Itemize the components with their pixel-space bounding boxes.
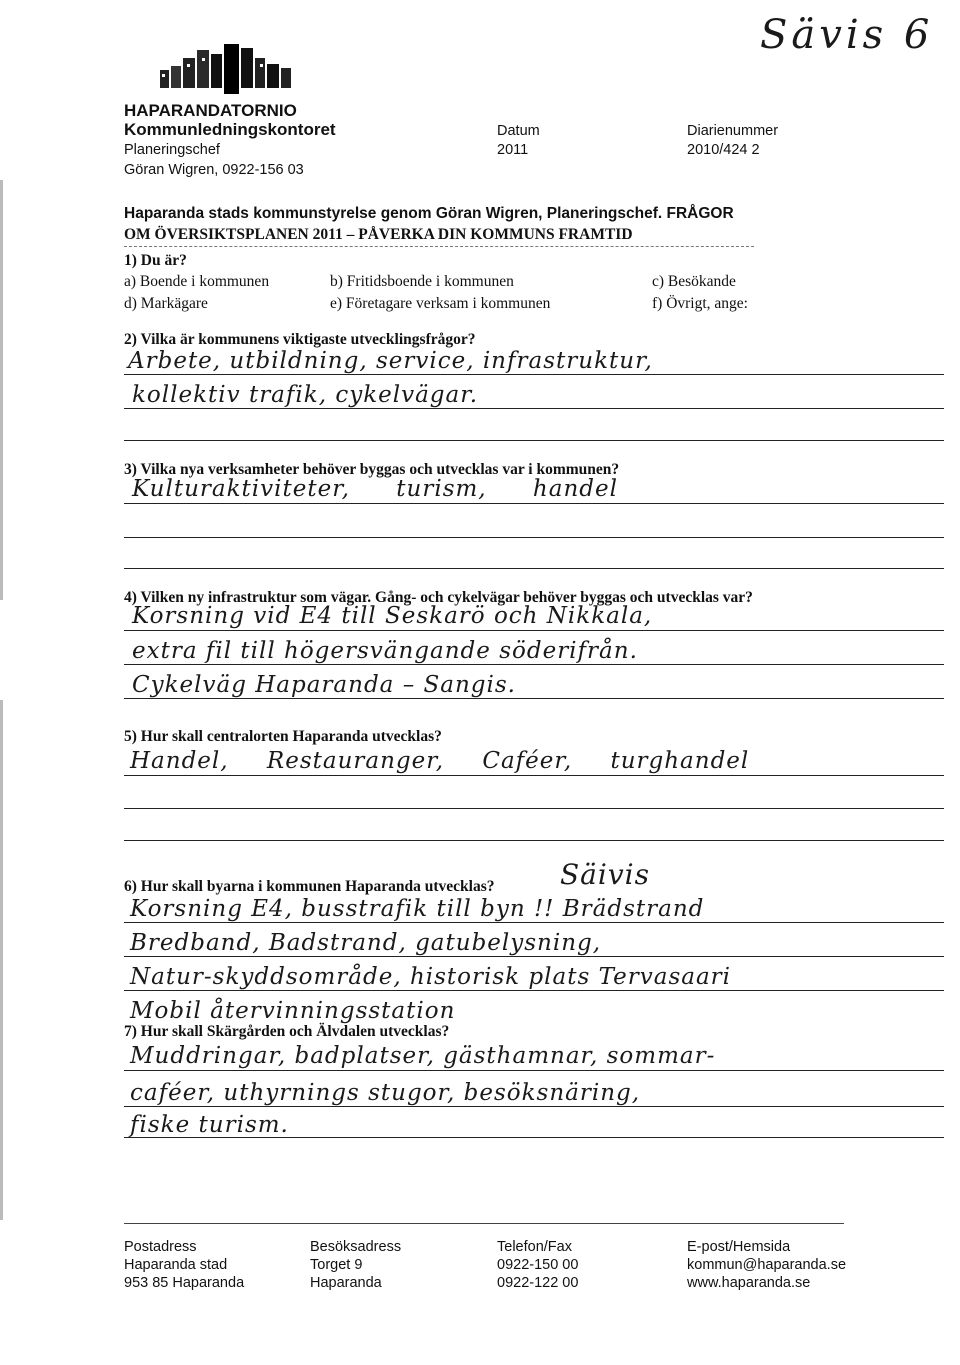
question-3: 3) Vilka nya verksamheter behöver byggas och utvecklas var i kommunen? [124, 461, 620, 478]
answer-4-line-1: Korsning vid E4 till Seskarö och Nikkala, [132, 603, 653, 629]
footer-fax-number: 0922-122 00 [497, 1275, 579, 1291]
answer-6-village-note: Säivis [560, 858, 650, 891]
sender-role: Planeringschef [124, 142, 220, 158]
answer-line [124, 1137, 944, 1138]
answer-2-line-1: Arbete, utbildning, service, infrastruktur, [128, 348, 653, 374]
answer-line [124, 840, 944, 841]
option-c: c) Besökande [652, 273, 736, 290]
corner-handwritten-note: Sävis 6 [760, 12, 934, 58]
scan-edge [0, 700, 3, 1220]
question-7: 7) Hur skall Skärgården och Älvdalen utvecklas? [124, 1023, 450, 1040]
footer-web [687, 1238, 846, 1292]
answer-3-line-1: Kulturaktiviteter, turism, handel [132, 476, 618, 502]
answer-4-line-2: extra fil till högersvängande söderifrån. [132, 638, 638, 664]
answer-line [124, 775, 944, 776]
intro-divider [124, 246, 754, 247]
answer-line [124, 1070, 944, 1071]
footer-web-heading: E-post/Hemsida [687, 1239, 791, 1255]
date-label: Datum [497, 123, 540, 139]
footer-phone-number: 0922-150 00 [497, 1257, 579, 1273]
footer-visit-heading: Besöksadress [310, 1239, 402, 1255]
answer-6-line-4: Mobil återvinningsstation [130, 998, 456, 1024]
answer-2-line-2: kollektiv trafik, cykelvägar. [132, 382, 479, 408]
answer-5-line-1: Handel, Restauranger, Caféer, turghandel [130, 748, 750, 774]
office-name: Kommunledningskontoret [124, 120, 336, 139]
footer-postal-heading: Postadress [124, 1239, 197, 1255]
option-f: f) Övrigt, ange: [652, 295, 748, 312]
footer-postal-address [124, 1238, 244, 1292]
answer-line [124, 440, 944, 441]
question-1: 1) Du är? [124, 252, 187, 269]
footer-visit-line-2: Haparanda [310, 1275, 382, 1291]
date-value: 2011 [497, 142, 529, 158]
question-5: 5) Hur skall centralorten Haparanda utvecklas? [124, 728, 442, 745]
footer-divider [124, 1223, 844, 1224]
reg-number-value: 2010/424 2 [687, 142, 760, 158]
answer-6-line-1: Korsning E4, busstrafik till byn !! Brädstrand [130, 896, 705, 922]
answer-line [124, 630, 944, 631]
footer-visit-address [310, 1238, 401, 1292]
footer-email: kommun@haparanda.se [687, 1257, 847, 1273]
answer-line [124, 990, 944, 991]
intro-line-2: OM ÖVERSIKTSPLANEN 2011 – PÅVERKA DIN KOMMUNS FRAMTID [124, 226, 633, 243]
footer-visit-line-1: Torget 9 [310, 1257, 363, 1273]
answer-7-line-1: Muddringar, badplatser, gästhamnar, sommar- [130, 1043, 716, 1069]
answer-line [124, 374, 944, 375]
footer-postal-line-2: 953 85 Haparanda [124, 1275, 245, 1291]
answer-4-line-3: Cykelväg Haparanda – Sangis. [132, 672, 516, 698]
question-6: 6) Hur skall byarna i kommunen Haparanda utvecklas? [124, 878, 495, 895]
answer-line [124, 568, 944, 569]
footer-postal-line-1: Haparanda stad [124, 1257, 228, 1273]
footer-phone [497, 1238, 578, 1292]
answer-line [124, 408, 944, 409]
intro-line-1: Haparanda stads kommunstyrelse genom Göran Wigren, Planeringschef. FRÅGOR [124, 205, 734, 222]
footer-website: www.haparanda.se [687, 1275, 811, 1291]
reg-number-label: Diarienummer [687, 123, 779, 139]
option-a: a) Boende i kommunen [124, 273, 270, 290]
sender-contact: Göran Wigren, 0922-156 03 [124, 162, 304, 178]
answer-line [124, 956, 944, 957]
answer-line [124, 537, 944, 538]
option-b: b) Fritidsboende i kommunen [330, 273, 514, 290]
answer-line [124, 922, 944, 923]
answer-6-line-2: Bredband, Badstrand, gatubelysning, [130, 930, 602, 956]
answer-7-line-2: caféer, uthyrnings stugor, besöksnäring, [130, 1080, 641, 1106]
option-d: d) Markägare [124, 295, 208, 312]
answer-line [124, 808, 944, 809]
answer-line [124, 664, 944, 665]
answer-7-line-3: fiske turism. [130, 1112, 289, 1138]
footer-phone-heading: Telefon/Fax [497, 1239, 572, 1255]
question-4: 4) Vilken ny infrastruktur som vägar. Gång- och cykelvägar behöver byggas och utvecklas var? [124, 589, 753, 606]
org-name: HAPARANDATORNIO [124, 101, 297, 120]
option-e: e) Företagare verksam i kommunen [330, 295, 551, 312]
question-2: 2) Vilka är kommunens viktigaste utvecklingsfrågor? [124, 331, 476, 348]
answer-6-line-3: Natur-skyddsområde, historisk plats Tervasaari [130, 964, 732, 990]
answer-line [124, 503, 944, 504]
answer-line [124, 698, 944, 699]
haparanda-tornio-logo [160, 44, 300, 96]
answer-line [124, 1106, 944, 1107]
scan-edge [0, 180, 3, 600]
